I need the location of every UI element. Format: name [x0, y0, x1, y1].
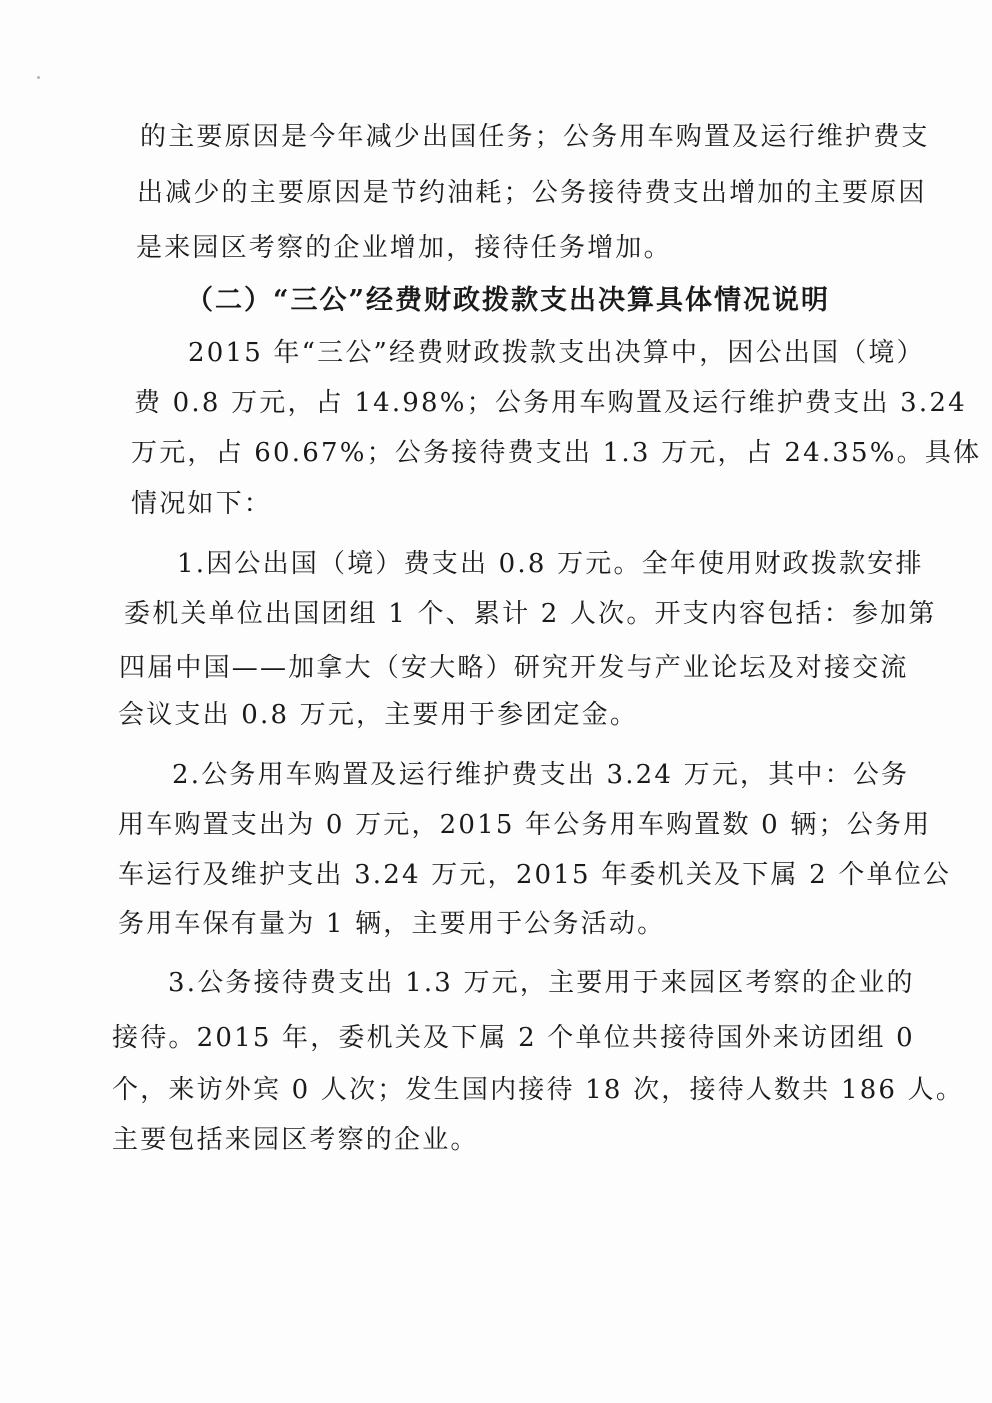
paragraph-summary-line: 费 0.8 万元，占 14.98%；公务用车购置及运行维护费支出 3.24 — [134, 388, 967, 418]
item-1-line: 委机关单位出国团组 1 个、累计 2 人次。开支内容包括：参加第 — [124, 599, 937, 629]
item-2-line: 2.公务用车购置及运行维护费支出 3.24 万元，其中：公务 — [172, 760, 910, 790]
item-2-line: 用车购置支出为 0 万元，2015 年公务用车购置数 0 辆；公务用 — [118, 810, 932, 840]
paragraph-summary-line: 万元，占 60.67%；公务接待费支出 1.3 万元，占 24.35%。具体 — [131, 438, 982, 468]
paragraph-summary-line: 情况如下： — [131, 489, 273, 519]
paragraph-summary-line: 2015 年“三公”经费财政拨款支出决算中，因公出国（境） — [188, 338, 925, 368]
paragraph-intro-line: 出减少的主要原因是节约油耗；公务接待费支出增加的主要原因 — [137, 178, 927, 208]
item-3-line: 3.公务接待费支出 1.3 万元，主要用于来园区考察的企业的 — [168, 968, 915, 998]
item-2-line: 务用车保有量为 1 辆，主要用于公务活动。 — [118, 909, 666, 939]
item-2-line: 车运行及维护支出 3.24 万元，2015 年委机关及下属 2 个单位公 — [118, 860, 952, 890]
item-1-line: 会议支出 0.8 万元，主要用于参团定金。 — [118, 700, 639, 730]
item-3-line: 主要包括来园区考察的企业。 — [112, 1125, 479, 1155]
item-3-line: 接待。2015 年，委机关及下属 2 个单位共接待国外来访团组 0 — [112, 1023, 915, 1053]
paragraph-intro-line: 是来园区考察的企业增加，接待任务增加。 — [136, 233, 672, 263]
scan-speck — [37, 76, 40, 79]
item-3-line: 个，来访外宾 0 人次；发生国内接待 18 次，接待人数共 186 人。 — [112, 1075, 965, 1105]
section-heading: （二）“三公”经费财政拨款支出决算具体情况说明 — [186, 285, 831, 316]
item-1-line: 1.因公出国（境）费支出 0.8 万元。全年使用财政拨款安排 — [177, 549, 924, 579]
item-1-line: 四届中国——加拿大（安大略）研究开发与产业论坛及对接交流 — [119, 653, 909, 683]
paragraph-intro-line: 的主要原因是今年减少出国任务；公务用车购置及运行维护费支 — [140, 122, 930, 152]
